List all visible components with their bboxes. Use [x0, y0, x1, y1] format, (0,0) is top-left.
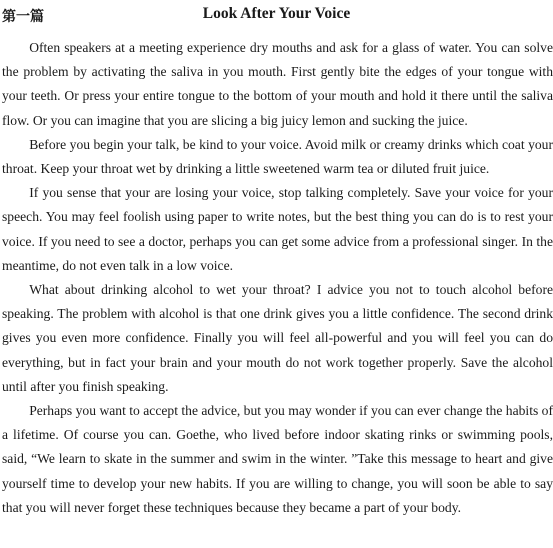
document-header — [0, 4, 553, 28]
paragraph-1: Often speakers at a meeting experience dry mouths and ask for a glass of water. You can solve the problem by activating the saliva in you mouth. First gently bite the edges of your tongue with your teeth. Or press your entire tongue to the bottom of your mouth and hold it there until the saliva flow. Or you can imagine that you are slicing a big juicy lemon and sucking the juice. — [2, 40, 553, 128]
section-label: 第一篇 — [2, 9, 44, 25]
paragraph-3: If you sense that your are losing your voice, stop talking completely. Save your voice for your speech. You may feel foolish using paper to write notes, but the best thing you can do is to rest your voice. If you need to see a doctor, perhaps you can get some advice from a professional singer. In the meantime, do not even talk in a low voice. — [2, 185, 553, 273]
paragraph-5: Perhaps you want to accept the advice, but you may wonder if you can ever change the habits of a lifetime. Of course you can. Goethe, who lived before indoor skating rinks or swimming pools, said, “We learn to skate in the summer and swim in the winter. ”Take this message to heart and give yourself time to develop your new habits. If you are willing to change, you will soon be able to say that you will never forget these techniques because they became a part of your body. — [2, 403, 553, 515]
article-body — [2, 36, 553, 520]
paragraph-4: What about drinking alcohol to wet your throat? I advice you not to touch alcohol before speaking. The problem with alcohol is that one drink gives you a little confidence. The second drink gives you even more confidence. Finally you will feel all-powerful and you will feel you can do everything, but in fact your brain and your mouth do not work together properly. Save the alcohol until after you finish speaking. — [2, 282, 553, 394]
article-title: Look After Your Voice — [202, 5, 351, 22]
paragraph-2: Before you begin your talk, be kind to your voice. Avoid milk or creamy drinks which coat your throat. Keep your throat wet by drinking a little sweetened warm tea or diluted fruit juice. — [2, 136, 553, 177]
